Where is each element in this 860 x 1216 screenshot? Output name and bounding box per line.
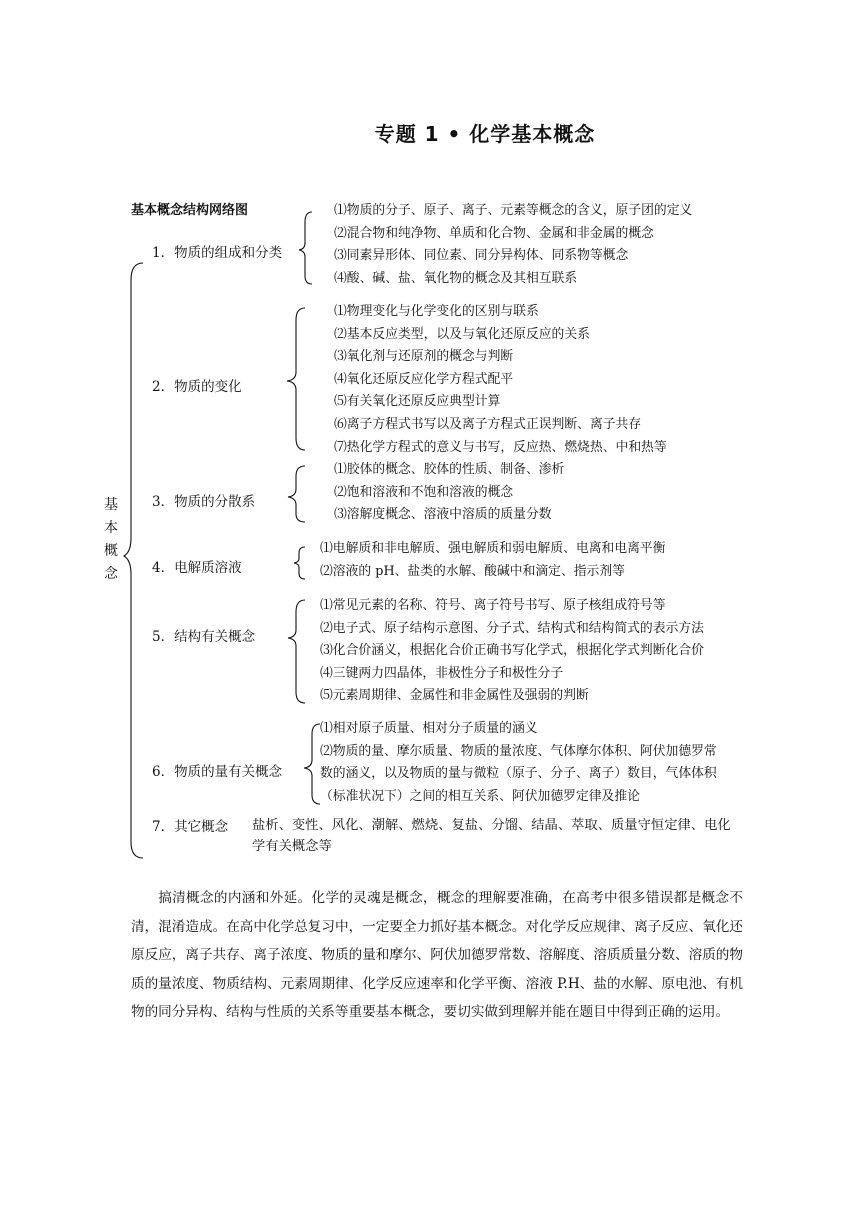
list-item: ⑹离子方程式书写以及离子方程式正误判断、离子共存: [334, 416, 642, 432]
category-label-dispersion: 3．物质的分散系: [152, 494, 256, 510]
category-label-other: 7．其它概念: [152, 819, 229, 835]
list-item: ⑴电解质和非电解质、强电解质和弱电解质、电离和电离平衡: [320, 541, 666, 556]
list-item: ⑴相对原子质量、相对分子质量的涵义: [320, 721, 538, 736]
category-label-electrolyte: 4．电解质溶液: [152, 560, 242, 576]
bracket-cat-2: [287, 308, 305, 450]
category-label-amount: 6．物质的量有关概念: [152, 764, 283, 780]
category-label-changes: 2．物质的变化: [152, 379, 242, 395]
list-item: ⑴物理变化与化学变化的区别与联系: [334, 304, 539, 319]
bracket-cat-3: [288, 466, 305, 522]
list-item: ⑴胶体的概念、胶体的性质、制备、渗析: [334, 462, 565, 477]
list-item: ⑵电子式、原子结构示意图、分子式、结构式和结构简式的表示方法: [320, 620, 704, 636]
list-item: ⑶同素异形体、同位素、同分异构体、同系物等概念: [334, 248, 629, 264]
category-1-items: [334, 200, 692, 290]
list-item: ⑺热化学方程式的意义与书写，反应热、燃烧热、中和热等: [334, 439, 667, 454]
list-item: ⑴常见元素的名称、符号、离子符号书写、原子核组成符号等: [320, 598, 666, 613]
category-2-items: [334, 301, 667, 454]
list-item: ⑷氧化还原反应化学方程式配平: [334, 371, 514, 387]
network-diagram-subtitle: 基本概念结构网络图: [131, 203, 249, 218]
list-item: ⑶氧化剂与还原剂的概念与判断: [334, 349, 514, 365]
bracket-cat-4: [294, 547, 305, 579]
list-item: ⑷酸、碱、盐、氧化物的概念及其相互联系: [334, 270, 578, 286]
list-item: 数的涵义，以及物质的量与微粒（原子、分子、离子）数目，气体体积: [320, 766, 717, 782]
list-item: ⑶化合价涵义，根据化合价正确书写化学式，根据化学式判断化合价: [320, 643, 704, 659]
category-label-structure: 5．结构有关概念: [152, 629, 256, 645]
list-item: ⑵物质的量、摩尔质量、物质的量浓度、气体摩尔体积、阿伏加德罗常: [320, 743, 717, 759]
bracket-cat-5: [288, 600, 305, 703]
list-item: ⑸有关氧化还原反应典型计算: [334, 394, 501, 410]
list-item: ⑴物质的分子、原子、离子、元素等概念的含义，原子团的定义: [334, 203, 693, 218]
body-paragraph: 搞清概念的内涵和外延。化学的灵魂是概念，概念的理解要准确，在高考中很多错误都是概念不清，混淆造成。在高中化学总复习中，一定要全力抓好基本概念。对化学反应规律、离子反应、氧化还原反应，离子共存、离子浓度、物质的量和摩尔、阿伏加德罗常数、溶解度、溶质质量分数、溶质的物质的量浓度、物质结构、元素周期律、化学反应速率和化学平衡、溶液 P.H、盐的水解、原电池、有机物的同分异构、结构与性质的关系等重要基本概念，要切实做到理解并能在题目中得到正确的运用。: [131, 890, 743, 1020]
list-item: ⑶溶解度概念、溶液中溶质的质量分数: [334, 507, 552, 523]
list-item: ⑵混合物和纯净物、单质和化合物、金属和非金属的概念: [334, 225, 654, 241]
bracket-cat-1: [299, 212, 312, 284]
list-item: （标准状况下）之间的相互关系、阿伏加德罗定律及推论: [320, 788, 640, 804]
category-4-items: [320, 538, 666, 578]
main-bracket: [124, 263, 143, 858]
category-6-items: [320, 718, 717, 808]
list-item: ⑵基本反应类型，以及与氧化还原反应的关系: [334, 326, 590, 342]
bracket-cat-6: [304, 724, 320, 804]
category-5-items: [320, 595, 704, 708]
document-title: 专题 1 • 化学基本概念: [374, 122, 596, 146]
list-item: ⑵饱和溶液和不饱和溶液的概念: [334, 484, 514, 500]
other-concepts-text: 盐析、变性、风化、潮解、燃烧、复盐、分馏、结晶、萃取、质量守恒定律、电化学有关概念等: [252, 818, 731, 854]
list-item: ⑵溶液的 pH、盐类的水解、酸碱中和滴定、指示剂等: [320, 563, 625, 578]
category-label-composition: 1．物质的组成和分类: [152, 245, 283, 261]
list-item: ⑷三键两力四晶体，非极性分子和极性分子: [320, 665, 564, 681]
list-item: ⑸元素周期律、金属性和非金属性及强弱的判断: [320, 688, 589, 704]
category-3-items: [334, 459, 564, 527]
root-label-basic-concepts: 基 本 概 念: [104, 497, 118, 582]
